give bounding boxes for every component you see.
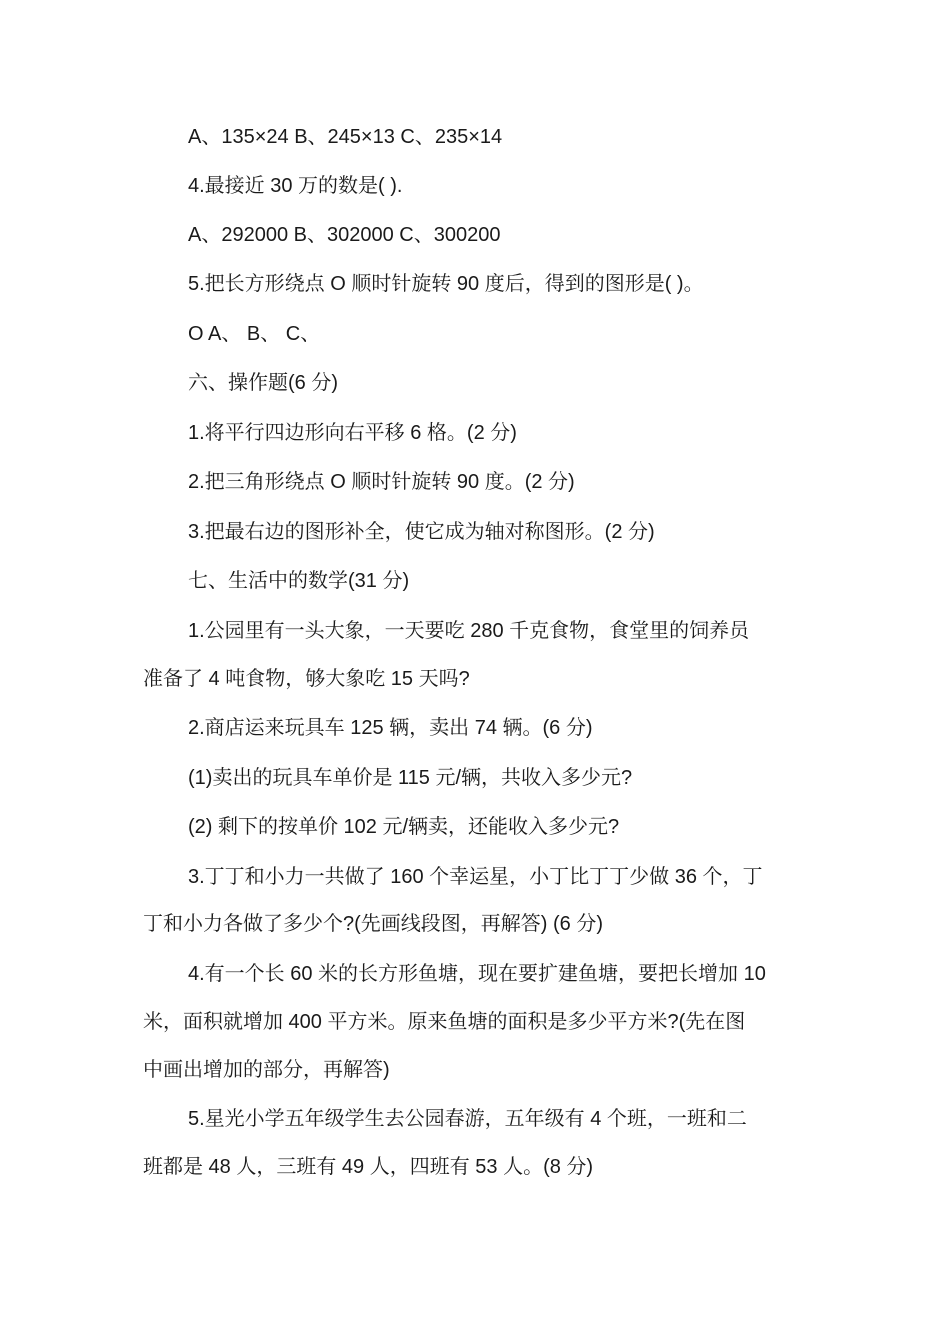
choice-options-q3: A、135×24 B、245×13 C、235×14 <box>188 126 503 148</box>
section-7-heading: 七、生活中的数学(31 分) <box>188 570 410 592</box>
choice-options-q5: O A、 B、 C、 <box>188 323 321 345</box>
word-problem-2-part-2: (2) 剩下的按单价 102 元/辆卖，还能收入多少元? <box>188 816 620 838</box>
word-problem-5-line-1: 5.星光小学五年级学生去公园春游，五年级有 4 个班，一班和二 <box>188 1108 747 1130</box>
word-problem-4-line-2: 米，面积就增加 400 平方米。原来鱼塘的面积是多少平方米?(先在图 <box>143 1011 746 1033</box>
question-4: 4.最接近 30 万的数是( ). <box>188 175 403 197</box>
word-problem-1-line-2: 准备了 4 吨食物，够大象吃 15 天吗? <box>143 668 470 690</box>
word-problem-2-part-1: (1)卖出的玩具车单价是 115 元/辆，共收入多少元? <box>188 767 633 789</box>
question-5: 5.把长方形绕点 O 顺时针旋转 90 度后，得到的图形是( )。 <box>188 273 704 295</box>
operation-item-2: 2.把三角形绕点 O 顺时针旋转 90 度。(2 分) <box>188 471 575 493</box>
word-problem-3-line-2: 丁和小力各做了多少个?(先画线段图，再解答) (6 分) <box>143 913 603 935</box>
word-problem-2: 2.商店运来玩具车 125 辆，卖出 74 辆。(6 分) <box>188 717 593 739</box>
operation-item-1: 1.将平行四边形向右平移 6 格。(2 分) <box>188 422 517 444</box>
word-problem-4-line-3: 中画出增加的部分，再解答) <box>143 1059 390 1081</box>
word-problem-3-line-1: 3.丁丁和小力一共做了 160 个幸运星，小丁比丁丁少做 36 个，丁 <box>188 866 763 888</box>
word-problem-1-line-1: 1.公园里有一头大象，一天要吃 280 千克食物，食堂里的饲养员 <box>188 620 750 642</box>
operation-item-3: 3.把最右边的图形补全，使它成为轴对称图形。(2 分) <box>188 521 655 543</box>
choice-options-q4: A、292000 B、302000 C、300200 <box>188 224 501 246</box>
word-problem-5-line-2: 班都是 48 人，三班有 49 人，四班有 53 人。(8 分) <box>143 1156 594 1178</box>
section-6-heading: 六、操作题(6 分) <box>188 372 338 394</box>
word-problem-4-line-1: 4.有一个长 60 米的长方形鱼塘，现在要扩建鱼塘，要把长增加 10 <box>188 963 766 985</box>
